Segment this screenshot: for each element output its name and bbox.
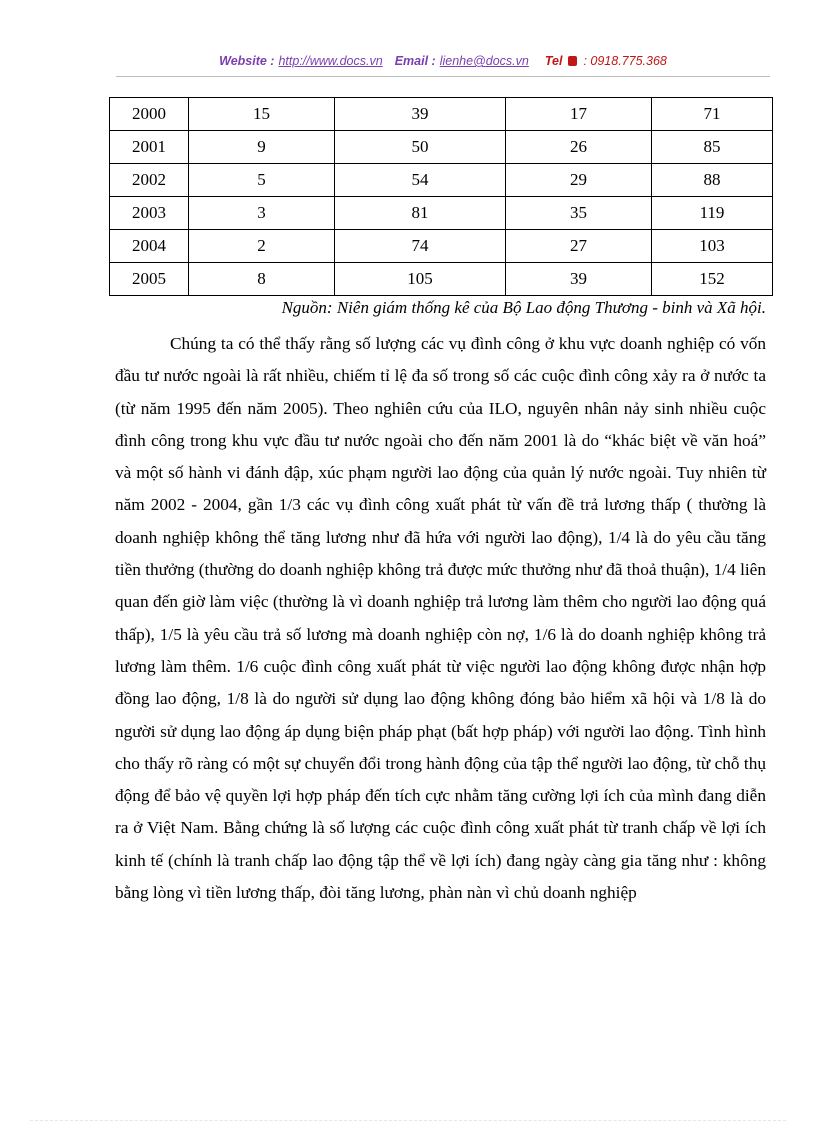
table-row [110, 164, 773, 197]
value-cell: 74 [335, 230, 506, 263]
value-cell: 85 [652, 131, 773, 164]
value-cell: 15 [189, 98, 335, 131]
value-cell: 71 [652, 98, 773, 131]
value-cell: 35 [506, 197, 652, 230]
table-row [110, 263, 773, 296]
value-cell: 103 [652, 230, 773, 263]
year-cell: 2000 [110, 98, 189, 131]
value-cell: 39 [506, 263, 652, 296]
value-cell: 81 [335, 197, 506, 230]
website-label: Website : [219, 54, 275, 68]
value-cell: 105 [335, 263, 506, 296]
tel-label: Tel [544, 54, 563, 68]
table-body [110, 98, 773, 296]
value-cell: 9 [189, 131, 335, 164]
strike-statistics-table [109, 97, 773, 296]
table-row [110, 131, 773, 164]
body-paragraph: Chúng ta có thể thấy rằng số lượng các vụ đình công ở khu vực doanh nghiệp có vốn đầu tư nước ngoài là rất nhiều, chiếm tỉ lệ đa số trong số các cuộc đình công xảy ra ở nước ta (từ năm 1995 đến năm 2005). Theo nghiên cứu của ILO, nguyên nhân nảy sinh nhiều cuộc đình công trong khu vực đầu tư nước ngoài cho đến năm 2001 là do “khác biệt về văn hoá” và một số hành vi đánh đập, xúc phạm người lao động của quản lý nước ngoài. Tuy nhiên từ năm 2002 - 2004, gần 1/3 các vụ đình công xuất phát từ vấn đề trả lương thấp ( thường là doanh nghiệp không thể tăng lương như đã hứa với người lao động), 1/4 là do yêu cầu tăng tiền thưởng (thường do doanh nghiệp không trả được mức thưởng như đã thoả thuận), 1/4 liên quan đến giờ làm việc (thường là vì doanh nghiệp trả lương làm thêm cho người lao động quá thấp), 1/5 là yêu cầu trả số lương mà doanh nghiệp còn nợ, 1/6 là do doanh nghiệp không trả lương làm thêm. 1/6 cuộc đình công xuất phát từ việc người lao động không được nhận hợp đồng lao động, 1/8 là do người sử dụng lao động không đóng bảo hiểm xã hội và 1/8 là do người sử dụng lao động áp dụng biện pháp phạt (bất hợp pháp) với người lao động. Tình hình cho thấy rõ ràng có một sự chuyển đổi trong hành động của tập thể người lao động, từ chỗ thụ động để bảo vệ quyền lợi hợp pháp đến tích cực nhằm tăng cường lợi ích của mình đang diễn ra ở Việt Nam. Bằng chứng là số lượng các cuộc đình công xuất phát từ tranh chấp về lợi ích kinh tế (chính là tranh chấp lao động tập thể về lợi ích) đang ngày càng gia tăng như : không bằng lòng vì tiền lương thấp, đòi tăng lương, phàn nàn vì chủ doanh nghiệp [115, 334, 766, 903]
year-cell: 2001 [110, 131, 189, 164]
website-link[interactable]: http://www.docs.vn [278, 54, 383, 68]
value-cell: 29 [506, 164, 652, 197]
value-cell: 54 [335, 164, 506, 197]
table-row [110, 230, 773, 263]
year-cell: 2003 [110, 197, 189, 230]
email-link[interactable]: lienhe@docs.vn [439, 54, 529, 68]
value-cell: 26 [506, 131, 652, 164]
value-cell: 50 [335, 131, 506, 164]
value-cell: 27 [506, 230, 652, 263]
tel-value: : 0918.775.368 [583, 54, 667, 68]
value-cell: 3 [189, 197, 335, 230]
value-cell: 152 [652, 263, 773, 296]
year-cell: 2004 [110, 230, 189, 263]
value-cell: 17 [506, 98, 652, 131]
phone-icon [568, 56, 577, 66]
table-source-note: Nguồn: Niên giám thống kê của Bộ Lao động Thương - binh và Xã hội. [281, 298, 766, 317]
page-bottom-divider [30, 1120, 786, 1121]
year-cell: 2002 [110, 164, 189, 197]
table-row [110, 98, 773, 131]
page-header [116, 52, 770, 77]
value-cell: 119 [652, 197, 773, 230]
value-cell: 8 [189, 263, 335, 296]
email-label: Email : [394, 54, 436, 68]
year-cell: 2005 [110, 263, 189, 296]
value-cell: 2 [189, 230, 335, 263]
value-cell: 5 [189, 164, 335, 197]
value-cell: 88 [652, 164, 773, 197]
value-cell: 39 [335, 98, 506, 131]
table-row [110, 197, 773, 230]
